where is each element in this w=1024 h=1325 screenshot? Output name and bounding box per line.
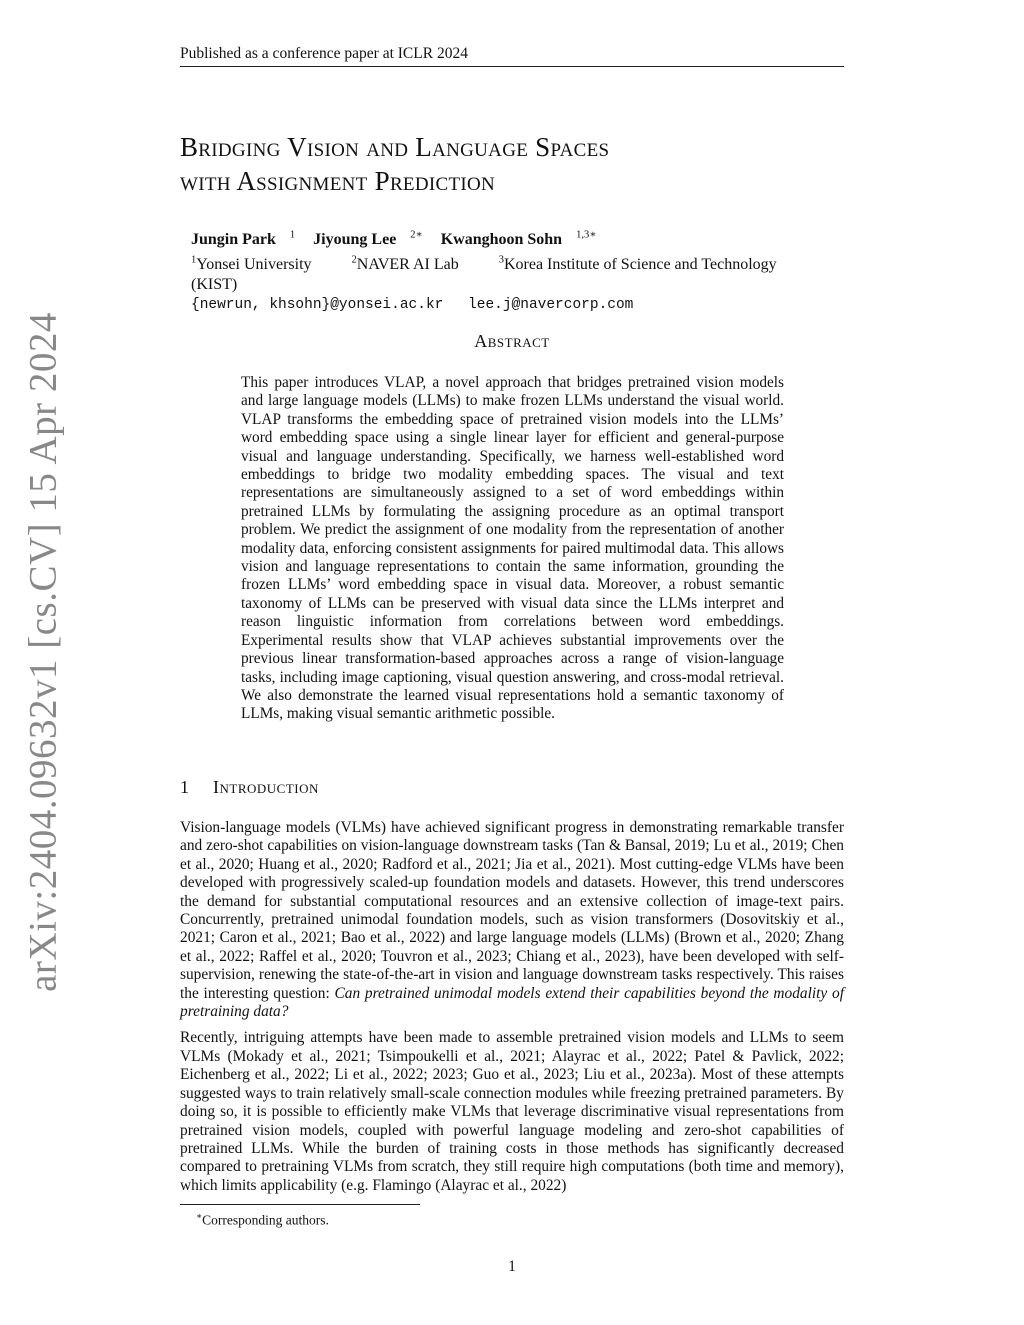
section-number: 1 [180, 777, 190, 797]
author-mark: 1 [289, 230, 296, 241]
section-heading [180, 777, 844, 798]
paper-title [180, 130, 844, 198]
author-block [191, 226, 851, 315]
title-line-2: with Assignment Prediction [180, 166, 496, 196]
footnote [196, 1208, 329, 1229]
author [313, 231, 423, 248]
author-name: Jiyoung Lee [313, 231, 397, 249]
abstract-text: This paper introduces VLAP, a novel approach that bridges pretrained vision models and large language models (LLMs) to make frozen LLMs understand the visual world. VLAP transforms the embedding space of pretrained vision models into the LLMs’ word embedding space using a single linear layer for efficient and general-purpose visual and language understanding. Specifically, we harness well-established word embeddings to bridge two modality embedding spaces. The visual and text representations are simultaneously assigned to a set of word embeddings within pretrained LLMs by formulating the assigning procedure as an optimal transport problem. We predict the assignment of one modality from the representation of another modality data, enforcing consistent assignments for paired multimodal data. This allows vision and language representations to contain the same information, grounding the frozen LLMs’ word embedding space in visual data. Moreover, a robust semantic taxonomy of LLMs can be preserved with visual data since the LLMs interpret and reason linguistic information from correlations between word embeddings. Experimental results show that VLAP achieves substantial improvements over the previous linear transformation-based approaches across a range of vision-language tasks, including image captioning, visual question answering, and cross-modal retrieval. We also demonstrate the learned visual representations hold a semantic taxonomy of LLMs, making visual semantic arithmetic possible. [241, 374, 784, 723]
author-emails [191, 295, 851, 315]
section-body [180, 819, 844, 1203]
footnote-mark: ∗ [196, 1211, 203, 1221]
author-names [191, 226, 851, 250]
paragraph [180, 819, 844, 1021]
author-name: Jungin Park [191, 231, 276, 249]
email-link[interactable]: lee.j@navercorp.com [468, 296, 634, 313]
author [191, 231, 295, 248]
author-mark: 2∗ [410, 230, 423, 241]
title-line-1: Bridging Vision and Language Spaces [180, 132, 610, 162]
header-rule [180, 66, 844, 67]
abstract-heading: Abstract [474, 331, 550, 351]
running-header: Published as a conference paper at ICLR 2024 [180, 45, 468, 62]
author-mark: 1,3∗ [576, 230, 597, 241]
author-name: Kwanghoon Sohn [440, 231, 563, 249]
email-link[interactable]: {newrun, khsohn}@yonsei.ac.kr [191, 296, 444, 313]
arxiv-side-stamp: arXiv:2404.09632v1 [cs.CV] 15 Apr 2024 [21, 312, 65, 992]
author [441, 231, 597, 248]
page-number: 1 [508, 1258, 516, 1275]
footnote-rule [180, 1204, 420, 1205]
affiliations [191, 250, 851, 294]
paragraph-text: Vision-language models (VLMs) have achieved significant progress in demonstrating remarkable transfer and zero-shot capabilities on vision-language downstream tasks (Tan & Bansal, 2019; Lu et al., 2019; Chen et al., 2020; Huang et al., 2020; Radford et al., 2021; Jia et al., 2021). Most cutting-edge VLMs have been developed with progressively scaled-up foundation models and datasets. However, this trend underscores the demand for substantial computational resources and an extensive collection of image-text pairs. Concurrently, pretrained unimodal foundation models, such as vision transformers (Dosovitskiy et al., 2021; Caron et al., 2021; Bao et al., 2022) and large language models (LLMs) (Brown et al., 2020; Zhang et al., 2022; Raffel et al., 2020; Touvron et al., 2023; Chiang et al., 2023), have been developed with self-supervision, renewing the state-of-the-art in vision and language downstream tasks respectively. This raises the interesting question: [180, 819, 844, 1002]
abstract-body [241, 374, 784, 724]
paragraph: Recently, intriguing attempts have been made to assemble pretrained vision models and LLMs to seem VLMs (Mokady et al., 2021; Tsimpoukelli et al., 2021; Alayrac et al., 2022; Patel & Pavlick, 2022; Eichenberg et al., 2022; Li et al., 2022; 2023; Guo et al., 2023; Liu et al., 2023a). Most of these attempts suggested ways to train relatively small-scale connection modules while freezing pretrained parameters. By doing so, it is possible to efficiently make VLMs that leverage discriminative visual representations from pretrained vision models, coupled with powerful language modeling and zero-shot capabilities of pretrained LLMs. While the burden of training costs in those methods has significantly decreased compared to pretraining VLMs from scratch, they still require high computations (both time and memory), which limits applicability (e.g. Flamingo (Alayrac et al., 2022) [180, 1029, 844, 1194]
affiliation: $^1$Yonsei University [191, 254, 312, 273]
research-question: Can pretrained unimodal models extend their capabilities beyond the modality of pretraining data? [180, 984, 844, 1021]
affiliation: $^3$Korea Institute of Science and Technology (KIST) [191, 254, 777, 293]
footnote-text: Corresponding authors. [202, 1212, 329, 1228]
section-title: Introduction [213, 777, 319, 797]
affiliation: $^2$NAVER AI Lab [351, 254, 459, 273]
